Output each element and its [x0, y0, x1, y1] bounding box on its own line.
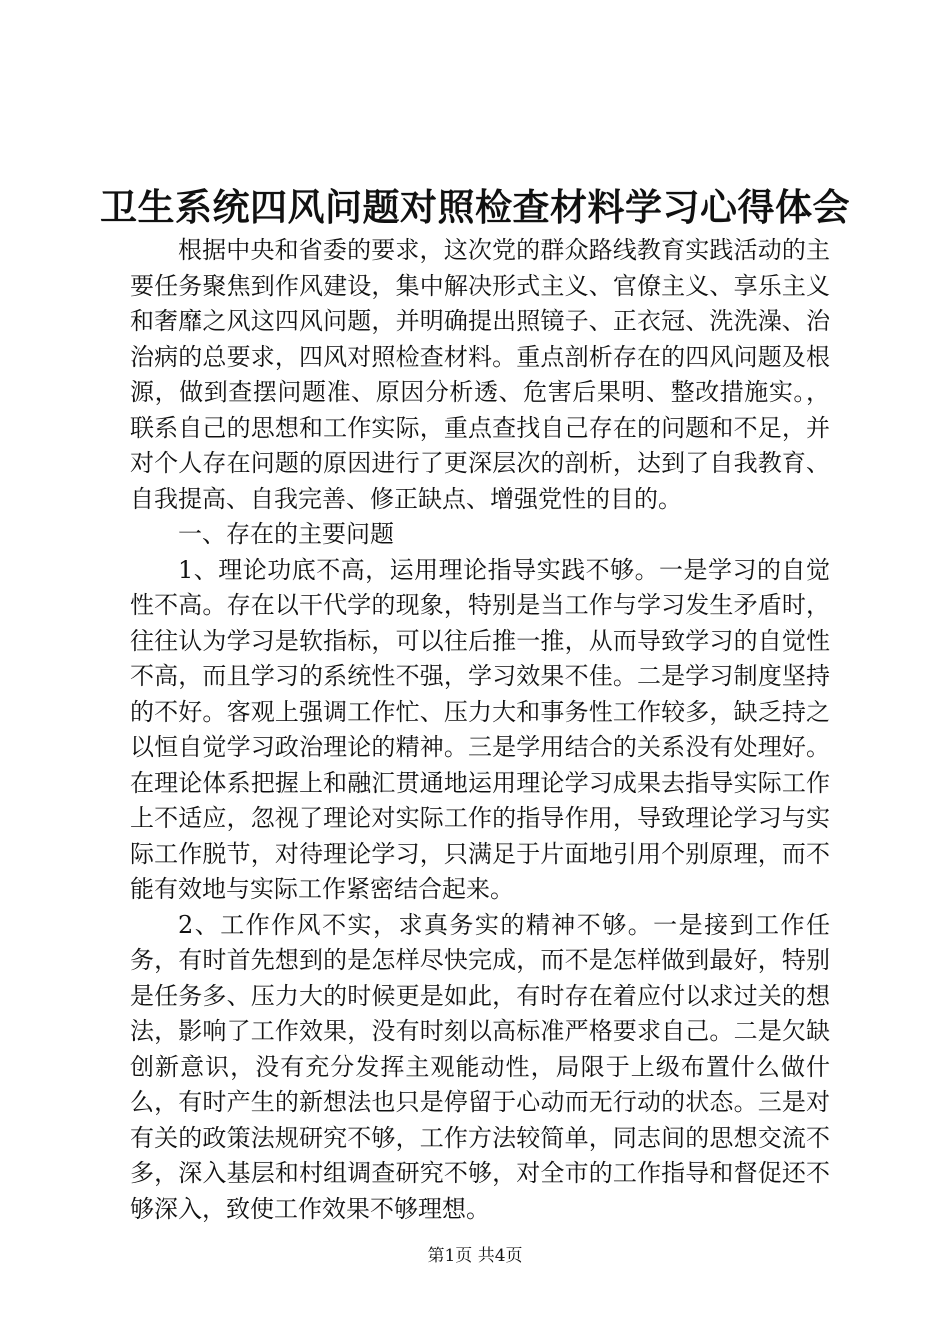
document-body	[130, 233, 830, 1227]
paragraph-intro: 根据中央和省委的要求，这次党的群众路线教育实践活动的主要任务聚焦到作风建设，集中解决形式主义、官僚主义、享乐主义和奢靡之风这四风问题，并明确提出照镜子、正衣冠、洗洗澡、治治病的总要求，四风对照检查材料。重点剖析存在的四风问题及根源，做到查摆问题准、原因分析透、危害后果明、整改措施实。，联系自己的思想和工作实际，重点查找自己存在的问题和不足，并对个人存在问题的原因进行了更深层次的剖析，达到了自我教育、自我提高、自我完善、修正缺点、增强党性的目的。	[130, 236, 830, 513]
page-number: 第1页 共4页	[427, 1246, 523, 1266]
section-heading: 一、存在的主要问题	[178, 520, 394, 548]
paragraph-problem-2: 2、工作作风不实，求真务实的精神不够。一是接到工作任务，有时首先想到的是怎样尽快完成，而不是怎样做到最好，特别是任务多、压力大的时候更是如此，有时存在着应付以求过关的想法，影响了工作效果，没有时刻以高标准严格要求自己。二是欠缺创新意识，没有充分发挥主观能动性，局限于上级布置什么做什么，有时产生的新想法也只是停留于心动而无行动的状态。三是对有关的政策法规研究不够，工作方法较简单，同志间的思想交流不多，深入基层和村组调查研究不够，对全市的工作指导和督促还不够深入，致使工作效果不够理想。	[130, 910, 830, 1223]
paragraph-problem-1: 1、理论功底不高，运用理论指导实践不够。一是学习的自觉性不高。存在以干代学的现象，特别是当工作与学习发生矛盾时，往往认为学习是软指标，可以往后推一推，从而导致学习的自觉性不高，而且学习的系统性不强，学习效果不佳。二是学习制度坚持的不好。客观上强调工作忙、压力大和事务性工作较多，缺乏持之以恒自觉学习政治理论的精神。三是学用结合的关系没有处理好。在理论体系把握上和融汇贯通地运用理论学习成果去指导实际工作上不适应，忽视了理论对实际工作的指导作用，导致理论学习与实际工作脱节，对待理论学习，只满足于片面地引用个别原理，而不能有效地与实际工作紧密结合起来。	[130, 555, 830, 903]
document-title: 卫生系统四风问题对照检查材料学习心得体会	[100, 185, 850, 229]
